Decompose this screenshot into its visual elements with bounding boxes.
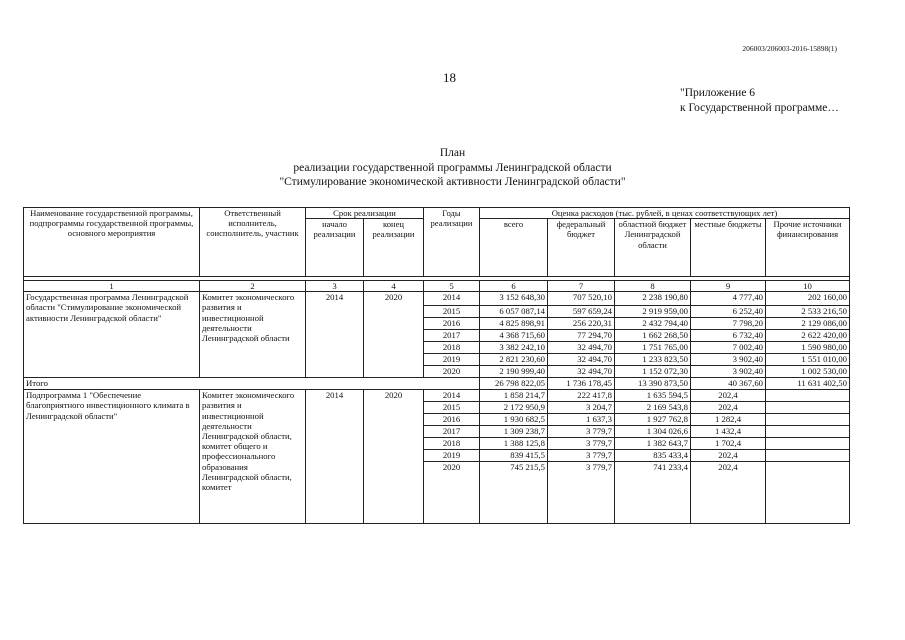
appendix-line-2: к Государственной программе… [680, 102, 839, 114]
itogo-federal: 1 736 178,45 [548, 378, 615, 390]
row-year: 2019 [424, 354, 480, 366]
cell-regional: 1 662 268,50 [615, 330, 691, 342]
column-number: 7 [548, 281, 615, 292]
cell-federal: 32 494,70 [548, 366, 615, 378]
cell-federal: 256 220,31 [548, 318, 615, 330]
cell-total: 2 172 950,9 [480, 402, 548, 414]
plan-table [23, 207, 850, 524]
cell-regional: 1 927 762,8 [615, 414, 691, 426]
cell-total: 839 415,5 [480, 450, 548, 462]
appendix-line-1: "Приложение 6 [680, 87, 756, 99]
itogo-regional: 13 390 873,50 [615, 378, 691, 390]
row-year: 2019 [424, 450, 480, 462]
cell-regional: 2 238 190,80 [615, 292, 691, 306]
subprogram-executor: Комитет экономического развития и инвестиционной деятельности Ленинградской области, комитет общего и профессионального образования Ленинградской области, комитет [200, 390, 306, 524]
itogo-local: 40 367,60 [691, 378, 766, 390]
cell-local: 1 702,4 [691, 438, 766, 450]
row-year: 2020 [424, 366, 480, 378]
cell-total: 1 858 214,7 [480, 390, 548, 402]
column-number: 3 [306, 281, 364, 292]
cell-federal: 1 637,3 [548, 414, 615, 426]
cell-local: 6 252,40 [691, 306, 766, 318]
table-row [24, 390, 850, 402]
cell-federal: 3 779,7 [548, 462, 615, 524]
cell-federal: 597 659,24 [548, 306, 615, 318]
cell-local: 3 902,40 [691, 354, 766, 366]
cell-federal: 707 520,10 [548, 292, 615, 306]
itogo-other: 11 631 402,50 [766, 378, 850, 390]
cell-other: 1 590 980,00 [766, 342, 850, 354]
cell-other [766, 426, 850, 438]
subprogram-end-year: 2020 [364, 390, 424, 524]
cell-local: 1 282,4 [691, 414, 766, 426]
row-year: 2017 [424, 330, 480, 342]
header-term: Срок реализации [306, 208, 424, 219]
cell-other: 2 129 086,00 [766, 318, 850, 330]
cell-local: 1 432,4 [691, 426, 766, 438]
header-years: Годы реализации [424, 208, 480, 277]
section-subprogram-1 [24, 390, 850, 524]
row-year: 2016 [424, 414, 480, 426]
cell-federal: 3 779,7 [548, 438, 615, 450]
cell-regional: 1 635 594,5 [615, 390, 691, 402]
cell-local: 7 798,20 [691, 318, 766, 330]
cell-regional: 741 233,4 [615, 462, 691, 524]
cell-other: 2 622 420,00 [766, 330, 850, 342]
cell-regional: 1 233 823,50 [615, 354, 691, 366]
cell-regional: 1 152 072,30 [615, 366, 691, 378]
header-local: местные бюджеты [691, 219, 766, 277]
header-row-1 [24, 208, 850, 219]
row-year: 2014 [424, 292, 480, 306]
row-year: 2015 [424, 306, 480, 318]
cell-local: 202,4 [691, 390, 766, 402]
cell-other [766, 462, 850, 524]
header-name: Наименование государственной программы, подпрограммы государственной программы, основного мероприятия [24, 208, 200, 277]
cell-other [766, 438, 850, 450]
subprogram-name: Подпрограмма 1 "Обеспечение благоприятного инвестиционного климата в Ленинградской области" [24, 390, 200, 524]
cell-local: 202,4 [691, 402, 766, 414]
cell-total: 4 825 898,91 [480, 318, 548, 330]
header-other: Прочие источники финансирования [766, 219, 850, 277]
title-line-3: "Стимулирование экономической активности Ленинградской области" [279, 176, 626, 188]
column-number: 9 [691, 281, 766, 292]
title-line-2: реализации государственной программы Ленинградской области [293, 161, 612, 174]
column-number: 2 [200, 281, 306, 292]
cell-other [766, 450, 850, 462]
row-year: 2018 [424, 438, 480, 450]
row-year: 2014 [424, 390, 480, 402]
subprogram-start-year: 2014 [306, 390, 364, 524]
cell-regional: 1 751 765,00 [615, 342, 691, 354]
cell-other: 1 002 530,00 [766, 366, 850, 378]
program-name: Государственная программа Ленинградской области "Стимулирование экономической активности Ленинградской области" [24, 292, 200, 378]
header-term-start: начало реализации [306, 219, 364, 277]
cell-other [766, 414, 850, 426]
cell-federal: 3 779,7 [548, 426, 615, 438]
title-line-1: План [439, 147, 466, 159]
column-number: 5 [424, 281, 480, 292]
cell-regional: 1 304 026,6 [615, 426, 691, 438]
column-number: 10 [766, 281, 850, 292]
cell-other [766, 390, 850, 402]
document-id: 206003/206003-2016-15898(1) [742, 44, 837, 53]
cell-federal: 3 204,7 [548, 402, 615, 414]
cell-other: 202 160,00 [766, 292, 850, 306]
cell-local: 3 902,40 [691, 366, 766, 378]
appendix-note [680, 86, 839, 116]
column-number-row [24, 281, 850, 292]
table-row [24, 292, 850, 306]
cell-federal: 222 417,8 [548, 390, 615, 402]
cell-total: 1 388 125,8 [480, 438, 548, 450]
header-executor: Ответственный исполнитель, соисполнитель, участник [200, 208, 306, 277]
column-number: 1 [24, 281, 200, 292]
cell-regional: 1 382 643,7 [615, 438, 691, 450]
cell-federal: 77 294,70 [548, 330, 615, 342]
cell-regional: 2 169 543,8 [615, 402, 691, 414]
cell-total: 4 368 715,60 [480, 330, 548, 342]
cell-federal: 32 494,70 [548, 342, 615, 354]
cell-total: 1 309 238,7 [480, 426, 548, 438]
cell-local: 202,4 [691, 462, 766, 524]
itogo-label: Итого [24, 378, 480, 390]
cell-federal: 32 494,70 [548, 354, 615, 366]
cell-total: 3 152 648,30 [480, 292, 548, 306]
itogo-total: 26 798 822,05 [480, 378, 548, 390]
cell-local: 4 777,40 [691, 292, 766, 306]
cell-total: 6 057 087,14 [480, 306, 548, 318]
cell-local: 7 002,40 [691, 342, 766, 354]
cell-other: 2 533 216,50 [766, 306, 850, 318]
column-number: 4 [364, 281, 424, 292]
cell-regional: 2 432 794,40 [615, 318, 691, 330]
cell-local: 6 732,40 [691, 330, 766, 342]
cell-total: 2 821 230,60 [480, 354, 548, 366]
header-regional: областной бюджет Ленинградской области [615, 219, 691, 277]
document-title [0, 146, 905, 190]
header-costs: Оценка расходов (тыс. рублей, в ценах соответствующих лет) [480, 208, 850, 219]
program-start-year: 2014 [306, 292, 364, 378]
header-term-end: конец реализации [364, 219, 424, 277]
header-federal: федеральный бюджет [548, 219, 615, 277]
header-total: всего [480, 219, 548, 277]
cell-federal: 3 779,7 [548, 450, 615, 462]
cell-regional: 835 433,4 [615, 450, 691, 462]
cell-other: 1 551 010,00 [766, 354, 850, 366]
section-state-program [24, 292, 850, 390]
cell-total: 745 215,5 [480, 462, 548, 524]
column-number: 8 [615, 281, 691, 292]
row-year: 2016 [424, 318, 480, 330]
cell-regional: 2 919 959,00 [615, 306, 691, 318]
row-year: 2018 [424, 342, 480, 354]
cell-total: 1 930 682,5 [480, 414, 548, 426]
cell-local: 202,4 [691, 450, 766, 462]
cell-other [766, 402, 850, 414]
itogo-row [24, 378, 850, 390]
cell-total: 2 190 999,40 [480, 366, 548, 378]
program-end-year: 2020 [364, 292, 424, 378]
row-year: 2020 [424, 462, 480, 524]
page-number: 18 [443, 70, 456, 85]
column-number: 6 [480, 281, 548, 292]
row-year: 2017 [424, 426, 480, 438]
cell-total: 3 382 242,10 [480, 342, 548, 354]
row-year: 2015 [424, 402, 480, 414]
program-executor: Комитет экономического развития и инвестиционной деятельности Ленинградской области [200, 292, 306, 378]
